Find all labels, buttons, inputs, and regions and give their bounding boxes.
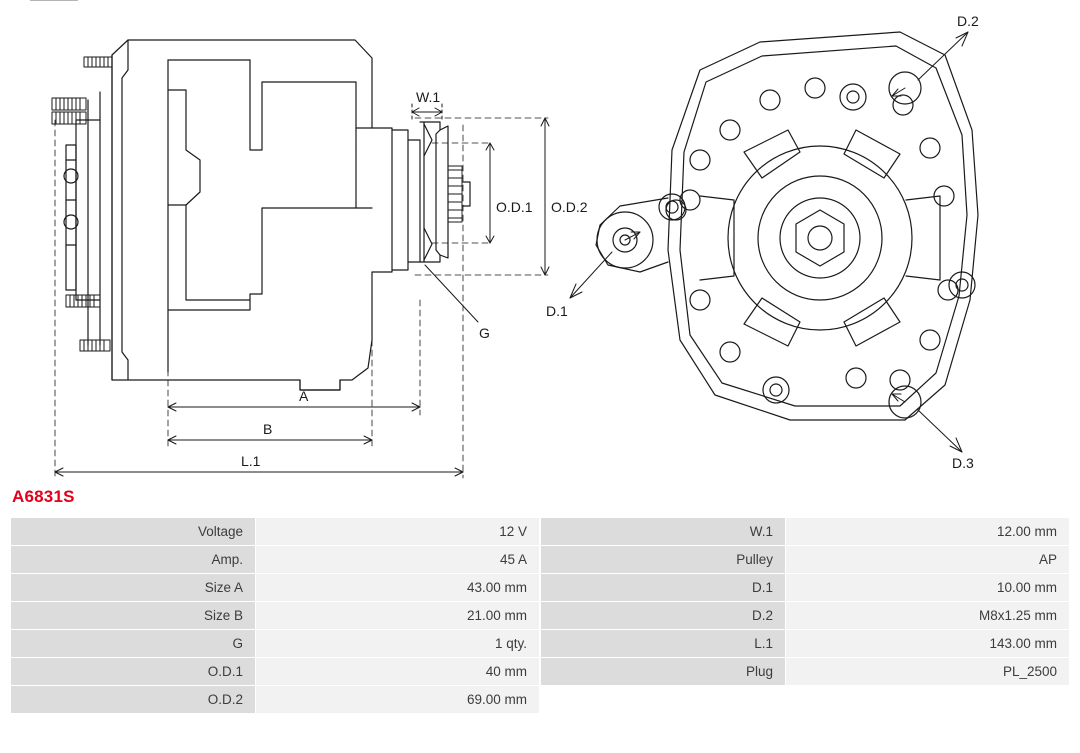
front-view-group — [570, 32, 978, 452]
label-b: B — [263, 421, 273, 437]
spec-label: Voltage — [11, 518, 256, 546]
label-l1: L.1 — [241, 453, 261, 469]
spec-table-right — [540, 517, 1070, 714]
spec-label: Size B — [11, 602, 256, 630]
label-d1: D.1 — [546, 303, 568, 319]
table-row — [541, 574, 1070, 602]
label-od2: O.D.2 — [551, 199, 588, 215]
spec-label: O.D.2 — [11, 686, 256, 714]
table-row — [541, 546, 1070, 574]
spec-label: Amp. — [11, 546, 256, 574]
spec-value: 12 V — [256, 518, 540, 546]
table-row — [11, 574, 540, 602]
spec-label: G — [11, 630, 256, 658]
table-row — [541, 518, 1070, 546]
table-row — [541, 686, 1070, 714]
label-g: G — [479, 325, 490, 341]
spec-label: Pulley — [541, 546, 786, 574]
table-row — [541, 630, 1070, 658]
spec-value: 21.00 mm — [256, 602, 540, 630]
side-view-group — [52, 40, 549, 478]
spec-value: AP — [786, 546, 1070, 574]
label-d2: D.2 — [957, 13, 979, 29]
part-number: A6831S — [12, 487, 75, 506]
table-row — [11, 546, 540, 574]
table-row — [11, 518, 540, 546]
specification-tables — [10, 517, 1070, 714]
spec-empty-cell — [786, 686, 1070, 714]
spec-label: D.1 — [541, 574, 786, 602]
label-od1: O.D.1 — [496, 199, 533, 215]
table-row — [11, 686, 540, 714]
spec-label: Size A — [11, 574, 256, 602]
spec-label: D.2 — [541, 602, 786, 630]
spec-value: 10.00 mm — [786, 574, 1070, 602]
spec-value: 43.00 mm — [256, 574, 540, 602]
spec-label: L.1 — [541, 630, 786, 658]
spec-value: 1 qty. — [256, 630, 540, 658]
label-d3: D.3 — [952, 455, 974, 471]
spec-value: 45 A — [256, 546, 540, 574]
table-row — [11, 630, 540, 658]
spec-label: O.D.1 — [11, 658, 256, 686]
spec-label: W.1 — [541, 518, 786, 546]
table-row — [11, 602, 540, 630]
label-a: A — [299, 388, 309, 404]
spec-value: 40 mm — [256, 658, 540, 686]
table-row — [11, 658, 540, 686]
spec-empty-cell — [541, 686, 786, 714]
spec-value: 12.00 mm — [786, 518, 1070, 546]
spec-value: M8x1.25 mm — [786, 602, 1070, 630]
table-row — [541, 602, 1070, 630]
label-w1: W.1 — [416, 89, 441, 105]
table-row — [541, 658, 1070, 686]
spec-value: 143.00 mm — [786, 630, 1070, 658]
spec-table-left — [10, 517, 540, 714]
spec-label: Plug — [541, 658, 786, 686]
spec-value: 69.00 mm — [256, 686, 540, 714]
spec-value: PL_2500 — [786, 658, 1070, 686]
